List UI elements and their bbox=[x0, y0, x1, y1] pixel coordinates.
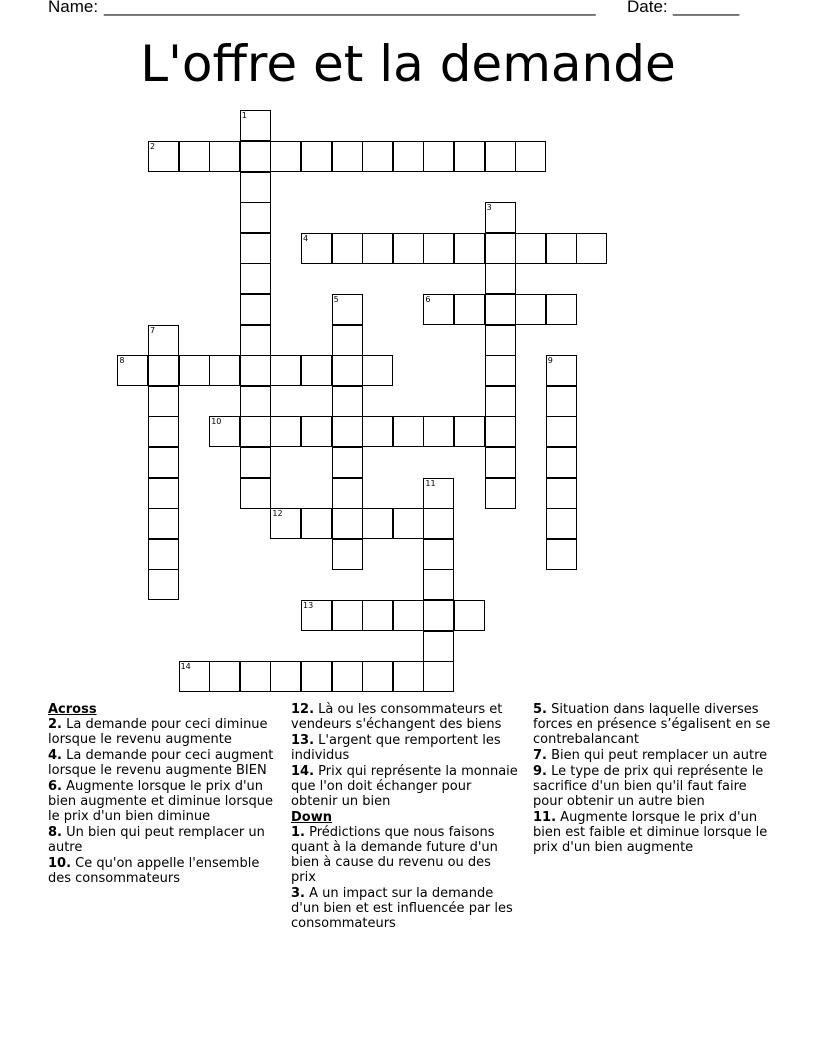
cell-number: 3 bbox=[486, 203, 492, 213]
crossword-cell[interactable] bbox=[515, 233, 546, 264]
crossword-cell[interactable] bbox=[546, 478, 577, 509]
crossword-cell[interactable] bbox=[240, 386, 271, 417]
clue-text: Le type de prix qui représente le sacrifice d'un bien qu'il faut faire pour obtenir un autre bien bbox=[533, 764, 764, 809]
crossword-cell[interactable] bbox=[332, 508, 363, 539]
crossword-cell[interactable] bbox=[423, 508, 454, 539]
crossword-cell[interactable] bbox=[485, 294, 516, 325]
crossword-cell[interactable] bbox=[485, 233, 516, 264]
crossword-cell[interactable] bbox=[485, 202, 516, 233]
crossword-cell[interactable] bbox=[485, 447, 516, 478]
clue-text: Prédictions que nous faisons quant à la demande future d'un bien à cause du revenu ou des prix bbox=[291, 825, 498, 885]
crossword-cell[interactable] bbox=[393, 508, 424, 539]
crossword-cell[interactable] bbox=[515, 294, 546, 325]
crossword-cell[interactable] bbox=[148, 416, 179, 447]
crossword-cell[interactable] bbox=[485, 355, 516, 386]
clue-item bbox=[291, 702, 519, 732]
crossword-cell[interactable] bbox=[393, 600, 424, 631]
crossword-cell[interactable] bbox=[332, 447, 363, 478]
crossword-cell[interactable] bbox=[301, 661, 332, 692]
crossword-cell[interactable] bbox=[485, 141, 516, 172]
crossword-cell[interactable] bbox=[393, 416, 424, 447]
cell-number: 10 bbox=[211, 417, 222, 427]
crossword-cell[interactable] bbox=[240, 325, 271, 356]
crossword-cell[interactable] bbox=[240, 202, 271, 233]
clue-text: Là ou les consommateurs et vendeurs s'échangent des biens bbox=[291, 702, 503, 732]
crossword-cell[interactable] bbox=[393, 141, 424, 172]
crossword-cell[interactable] bbox=[454, 416, 485, 447]
crossword-cell[interactable] bbox=[546, 355, 577, 386]
clue-item bbox=[48, 856, 280, 886]
crossword-cell[interactable] bbox=[240, 661, 271, 692]
crossword-cell[interactable] bbox=[423, 661, 454, 692]
crossword-cell[interactable] bbox=[148, 478, 179, 509]
crossword-cell[interactable] bbox=[423, 294, 454, 325]
date-line[interactable]: _______ bbox=[673, 0, 740, 16]
crossword-cell[interactable] bbox=[515, 141, 546, 172]
crossword-cell[interactable] bbox=[332, 416, 363, 447]
cell-number: 8 bbox=[119, 356, 125, 366]
crossword-cell[interactable] bbox=[423, 141, 454, 172]
clue-number: 5. bbox=[533, 702, 547, 717]
crossword-cell[interactable] bbox=[240, 447, 271, 478]
name-line[interactable]: ____________________________________________________ bbox=[104, 0, 596, 16]
crossword-cell[interactable] bbox=[148, 386, 179, 417]
crossword-cell[interactable] bbox=[454, 600, 485, 631]
cell-number: 1 bbox=[241, 111, 247, 121]
crossword-cell[interactable] bbox=[240, 478, 271, 509]
clue-number: 9. bbox=[533, 764, 547, 779]
crossword-cell[interactable] bbox=[454, 141, 485, 172]
clue-text: Augmente lorsque le prix d'un bien augmente et diminue lorsque le prix d'un bien diminue bbox=[48, 779, 273, 824]
crossword-cell[interactable] bbox=[148, 508, 179, 539]
crossword-cell[interactable] bbox=[332, 386, 363, 417]
clue-item bbox=[533, 810, 773, 855]
crossword-cell[interactable] bbox=[301, 508, 332, 539]
crossword-cell[interactable] bbox=[270, 661, 301, 692]
cell-number: 14 bbox=[180, 662, 191, 672]
crossword-cell[interactable] bbox=[209, 141, 240, 172]
clue-item bbox=[48, 748, 280, 778]
crossword-cell[interactable] bbox=[423, 233, 454, 264]
clue-item bbox=[291, 825, 519, 885]
crossword-cell[interactable] bbox=[301, 355, 332, 386]
clue-item bbox=[291, 886, 519, 931]
crossword-cell[interactable] bbox=[301, 416, 332, 447]
crossword-cell[interactable] bbox=[485, 416, 516, 447]
crossword-cell[interactable] bbox=[179, 355, 210, 386]
crossword-cell[interactable] bbox=[423, 600, 454, 631]
crossword-cell[interactable] bbox=[423, 539, 454, 570]
crossword-cell[interactable] bbox=[209, 355, 240, 386]
clues-column-1 bbox=[48, 702, 280, 887]
clue-text: Ce qu'on appelle l'ensemble des consommateurs bbox=[48, 856, 260, 886]
clue-text: Bien qui peut remplacer un autre bbox=[551, 748, 768, 763]
crossword-cell[interactable] bbox=[332, 355, 363, 386]
crossword-cell[interactable] bbox=[117, 355, 148, 386]
crossword-cell[interactable] bbox=[240, 263, 271, 294]
crossword-cell[interactable] bbox=[362, 141, 393, 172]
clue-number: 12. bbox=[291, 702, 315, 717]
crossword-cell[interactable] bbox=[332, 600, 363, 631]
clue-number: 13. bbox=[291, 733, 315, 748]
crossword-cell[interactable] bbox=[485, 263, 516, 294]
clue-number: 11. bbox=[533, 810, 557, 825]
crossword-cell[interactable] bbox=[393, 661, 424, 692]
crossword-cell[interactable] bbox=[332, 478, 363, 509]
clue-item bbox=[533, 764, 773, 809]
clue-item bbox=[48, 717, 280, 747]
crossword-cell[interactable] bbox=[240, 355, 271, 386]
crossword-cell[interactable] bbox=[240, 416, 271, 447]
crossword-cell[interactable] bbox=[148, 539, 179, 570]
page-title: L'offre et la demande bbox=[140, 35, 676, 93]
crossword-cell[interactable] bbox=[423, 631, 454, 662]
crossword-cell[interactable] bbox=[454, 294, 485, 325]
across-heading: Across bbox=[48, 702, 97, 717]
crossword-cell[interactable] bbox=[148, 569, 179, 600]
cell-number: 4 bbox=[303, 233, 309, 243]
crossword-cell[interactable] bbox=[301, 141, 332, 172]
crossword-cell[interactable] bbox=[148, 325, 179, 356]
crossword-cell[interactable] bbox=[362, 355, 393, 386]
clues-column-3 bbox=[533, 702, 773, 856]
cell-number: 9 bbox=[547, 356, 553, 366]
clue-text: L'argent que remportent les individus bbox=[291, 733, 501, 763]
cell-number: 5 bbox=[333, 295, 339, 304]
cell-number: 6 bbox=[425, 295, 431, 304]
crossword-cell[interactable] bbox=[270, 355, 301, 386]
crossword-cell[interactable] bbox=[546, 539, 577, 570]
clue-number: 14. bbox=[291, 764, 315, 779]
crossword-cell[interactable] bbox=[546, 416, 577, 447]
crossword-cell[interactable] bbox=[485, 478, 516, 509]
crossword-cell[interactable] bbox=[270, 416, 301, 447]
clue-item bbox=[48, 825, 280, 855]
crossword-cell[interactable] bbox=[423, 569, 454, 600]
crossword-cell[interactable] bbox=[546, 447, 577, 478]
clue-number: 3. bbox=[291, 886, 305, 901]
crossword-cell[interactable] bbox=[546, 233, 577, 264]
crossword-cell[interactable] bbox=[270, 141, 301, 172]
clue-text: Prix qui représente la monnaie que l'on doit échanger pour obtenir un bien bbox=[291, 764, 518, 809]
crossword-cell[interactable] bbox=[362, 661, 393, 692]
crossword-cell[interactable] bbox=[240, 172, 271, 203]
cell-number: 13 bbox=[303, 601, 314, 610]
crossword-cell[interactable] bbox=[362, 508, 393, 539]
clue-number: 6. bbox=[48, 779, 62, 794]
crossword-cell[interactable] bbox=[270, 508, 301, 539]
crossword-cell[interactable] bbox=[393, 233, 424, 264]
crossword-cell[interactable] bbox=[332, 233, 363, 264]
crossword-cell[interactable] bbox=[240, 294, 271, 325]
crossword-cell[interactable] bbox=[546, 386, 577, 417]
crossword-cell[interactable] bbox=[332, 661, 363, 692]
crossword-cell[interactable] bbox=[209, 661, 240, 692]
clue-number: 2. bbox=[48, 717, 62, 732]
crossword-cell[interactable] bbox=[423, 478, 454, 509]
crossword-cell[interactable] bbox=[454, 233, 485, 264]
crossword-cell[interactable] bbox=[240, 110, 271, 141]
crossword-cell[interactable] bbox=[332, 141, 363, 172]
crossword-cell[interactable] bbox=[546, 508, 577, 539]
crossword-cell[interactable] bbox=[362, 600, 393, 631]
cell-number: 11 bbox=[425, 478, 436, 488]
cell-number: 7 bbox=[150, 325, 156, 335]
crossword-cell[interactable] bbox=[362, 416, 393, 447]
cell-number: 12 bbox=[272, 509, 283, 519]
crossword-cell[interactable] bbox=[240, 233, 271, 264]
clue-item bbox=[291, 764, 519, 809]
clue-text: Situation dans laquelle diverses forces en présence s’égalisent en se contrebalancant bbox=[533, 702, 771, 747]
crossword-cell[interactable] bbox=[576, 233, 607, 264]
crossword-cell[interactable] bbox=[148, 447, 179, 478]
crossword-cell[interactable] bbox=[148, 355, 179, 386]
clue-item bbox=[48, 779, 280, 824]
crossword-cell[interactable] bbox=[485, 325, 516, 356]
clue-text: A un impact sur la demande d'un bien et est influencée par les consommateurs bbox=[291, 886, 513, 931]
date-label: Date: bbox=[627, 0, 673, 16]
clue-text: Un bien qui peut remplacer un autre bbox=[48, 825, 265, 855]
clue-item bbox=[533, 748, 773, 763]
crossword-cell[interactable] bbox=[179, 661, 210, 692]
clue-text: La demande pour ceci diminue lorsque le revenu augmente bbox=[48, 717, 268, 747]
clue-number: 4. bbox=[48, 748, 62, 763]
crossword-cell[interactable] bbox=[209, 416, 240, 447]
clue-item bbox=[291, 733, 519, 763]
crossword-cell[interactable] bbox=[301, 600, 332, 631]
clue-number: 10. bbox=[48, 856, 72, 871]
crossword-cell[interactable] bbox=[240, 141, 271, 172]
clue-number: 7. bbox=[533, 748, 547, 763]
cell-number: 2 bbox=[150, 142, 156, 151]
crossword-cell[interactable] bbox=[332, 294, 363, 325]
crossword-cell[interactable] bbox=[362, 233, 393, 264]
crossword-cell[interactable] bbox=[423, 416, 454, 447]
clues-column-2 bbox=[291, 702, 519, 932]
clue-number: 1. bbox=[291, 825, 305, 840]
crossword-cell[interactable] bbox=[332, 325, 363, 356]
clue-text: Augmente lorsque le prix d'un bien est faible et diminue lorsque le prix d'un bien augmente bbox=[533, 810, 768, 855]
crossword-cell[interactable] bbox=[148, 141, 179, 172]
crossword-cell[interactable] bbox=[179, 141, 210, 172]
down-heading: Down bbox=[291, 810, 332, 825]
crossword-cell[interactable] bbox=[546, 294, 577, 325]
clue-number: 8. bbox=[48, 825, 62, 840]
crossword-cell[interactable] bbox=[332, 539, 363, 570]
name-label: Name: bbox=[48, 0, 103, 16]
crossword-cell[interactable] bbox=[485, 386, 516, 417]
clue-text: La demande pour ceci augment lorsque le revenu augmente BIEN bbox=[48, 748, 274, 778]
crossword-cell[interactable] bbox=[301, 233, 332, 264]
clue-item bbox=[533, 702, 773, 747]
